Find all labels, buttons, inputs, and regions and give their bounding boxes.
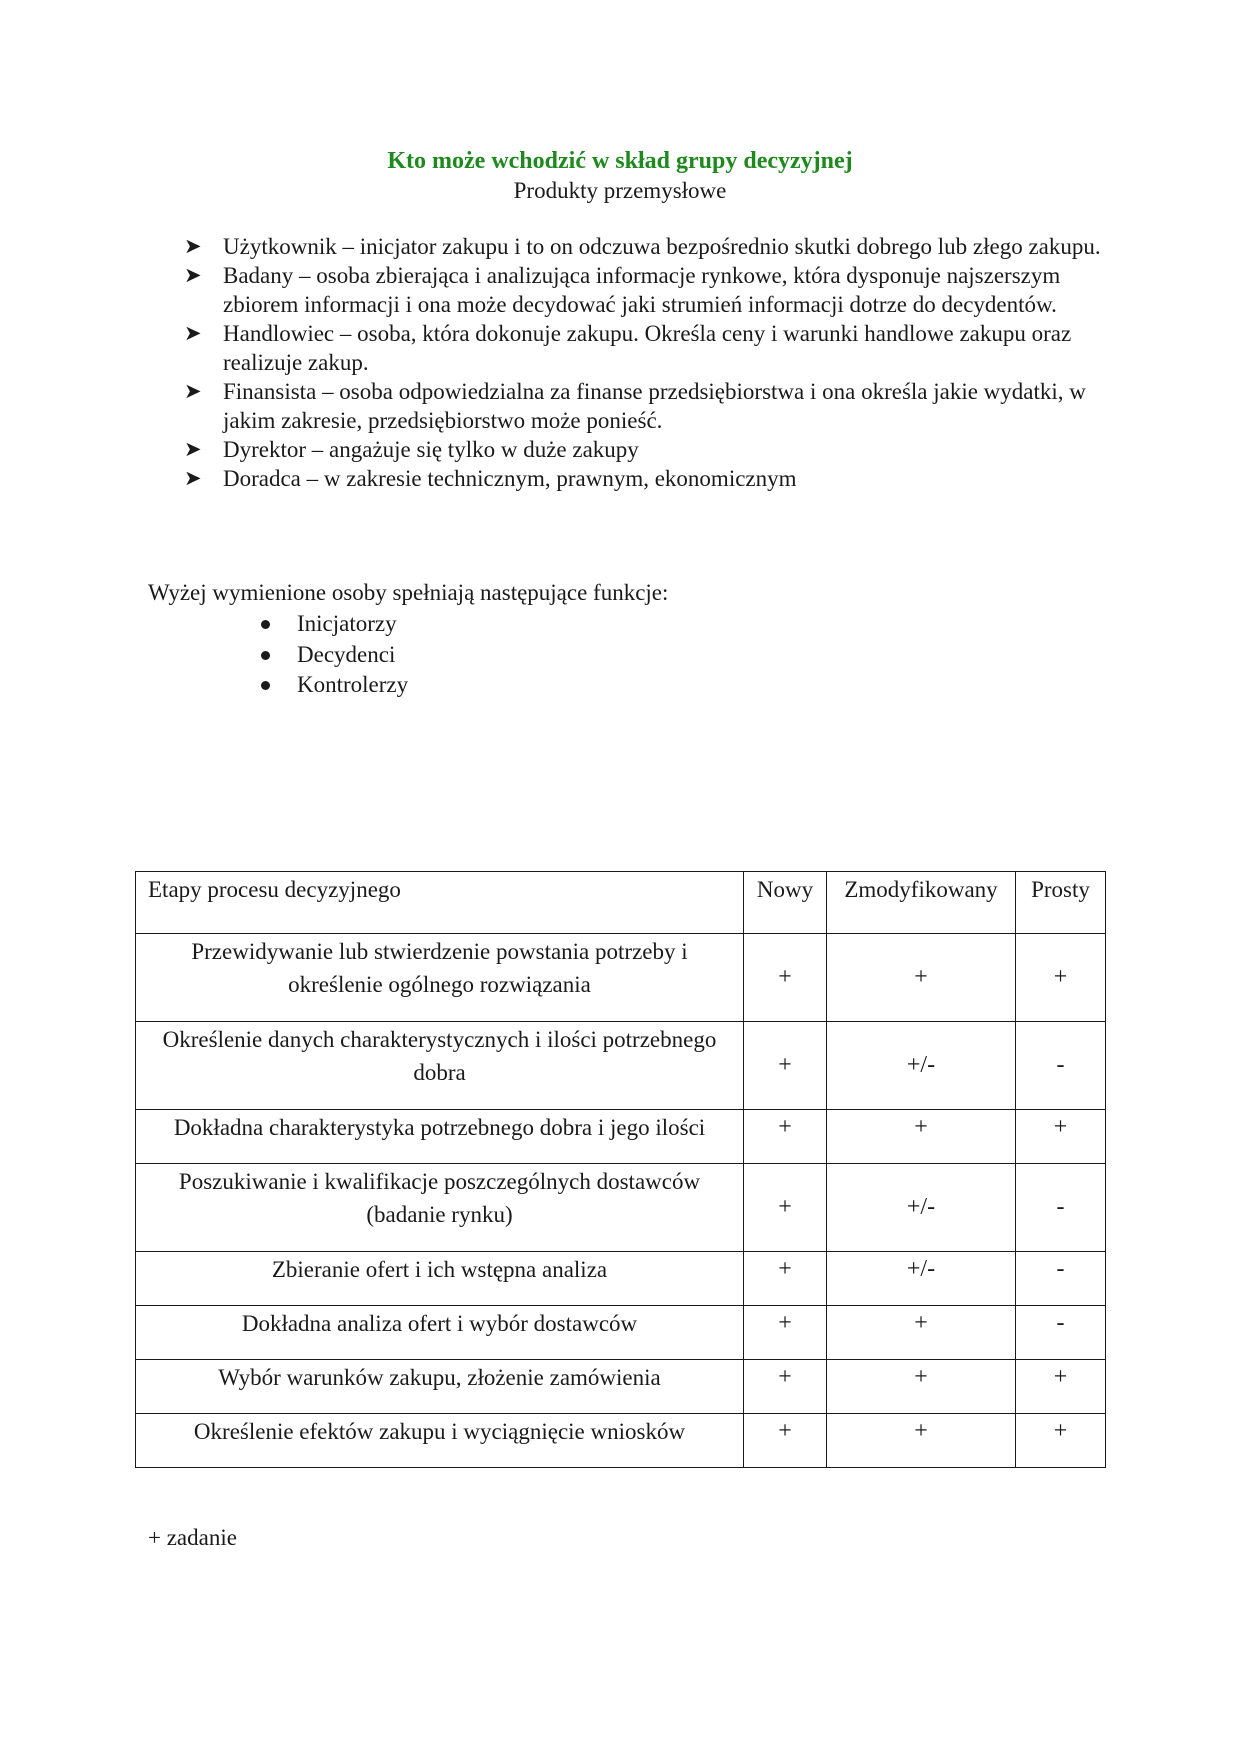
document-title: Kto może wchodzić w skład grupy decyzyjnej: [387, 148, 853, 174]
arrow-bullet-icon: ➤: [184, 234, 202, 258]
mark-cell: +: [744, 1306, 827, 1360]
mark-cell: +/-: [827, 1252, 1016, 1306]
function-label: Inicjatorzy: [297, 611, 397, 636]
column-header-modified: Zmodyfikowany: [827, 872, 1016, 934]
mark-cell: +: [1016, 1360, 1106, 1414]
functions-list: [258, 609, 408, 701]
table-row: [136, 1306, 1106, 1360]
document-subtitle: Produkty przemysłowe: [513, 178, 727, 203]
table-row: [136, 1110, 1106, 1164]
table-row: [136, 1360, 1106, 1414]
role-name: Handlowiec: [223, 321, 335, 346]
mark-cell: +/-: [827, 1022, 1016, 1110]
table-row: [136, 934, 1106, 1022]
role-name: Finansista: [223, 379, 317, 404]
mark-cell: +: [744, 1164, 827, 1252]
mark-cell: +: [1016, 1414, 1106, 1468]
mark-cell: +: [1016, 934, 1106, 1022]
stage-cell: Określenie efektów zakupu i wyciągnięcie wniosków: [136, 1414, 744, 1468]
role-item: [184, 464, 1104, 493]
function-item: [258, 609, 408, 640]
mark-cell: +: [827, 934, 1016, 1022]
mark-cell: +: [744, 1022, 827, 1110]
role-item: [184, 377, 1104, 435]
role-item: [184, 319, 1104, 377]
stage-cell: Przewidywanie lub stwierdzenie powstania potrzeby i określenie ogólnego rozwiązania: [136, 934, 744, 1022]
footer-note: + zadanie: [148, 1525, 237, 1550]
bullet-dot-icon: [261, 681, 270, 690]
mark-cell: -: [1016, 1306, 1106, 1360]
function-item: [258, 670, 408, 701]
role-name: Badany: [223, 263, 294, 288]
role-item: [184, 435, 1104, 464]
table-header-row: [136, 872, 1106, 934]
mark-cell: +: [744, 1414, 827, 1468]
stage-cell: Określenie danych charakterystycznych i ilości potrzebnego dobra: [136, 1022, 744, 1110]
mark-cell: +: [744, 1110, 827, 1164]
function-label: Kontrolerzy: [297, 672, 409, 697]
mark-cell: +/-: [827, 1164, 1016, 1252]
table-row: [136, 1252, 1106, 1306]
bullet-dot-icon: [261, 620, 270, 629]
role-description: – osoba, która dokonuje zakupu. Określa ceny i warunki handlowe zakupu oraz realizuje zakup.: [223, 321, 1072, 375]
mark-cell: +: [744, 1360, 827, 1414]
role-name: Użytkownik: [223, 234, 337, 259]
role-description: – osoba odpowiedzialna za finanse przedsiębiorstwa i ona określa jakie wydatki, w jakim zakresie, przedsiębiorstwo może ponieść.: [223, 379, 1086, 433]
mark-cell: -: [1016, 1252, 1106, 1306]
mark-cell: +: [827, 1414, 1016, 1468]
mark-cell: +: [744, 934, 827, 1022]
role-name: Doradca: [223, 466, 301, 491]
table-row: [136, 1164, 1106, 1252]
arrow-bullet-icon: ➤: [184, 263, 202, 287]
column-header-simple: Prosty: [1016, 872, 1106, 934]
stage-cell: Dokładna analiza ofert i wybór dostawców: [136, 1306, 744, 1360]
table-row: [136, 1414, 1106, 1468]
stage-cell: Zbieranie ofert i ich wstępna analiza: [136, 1252, 744, 1306]
role-item: [184, 232, 1104, 261]
arrow-bullet-icon: ➤: [184, 379, 202, 403]
roles-list: [184, 232, 1104, 493]
mark-cell: +: [1016, 1110, 1106, 1164]
mark-cell: -: [1016, 1022, 1106, 1110]
arrow-bullet-icon: ➤: [184, 437, 202, 461]
mark-cell: +: [744, 1252, 827, 1306]
role-description: – w zakresie technicznym, prawnym, ekonomicznym: [300, 466, 797, 491]
mark-cell: +: [827, 1360, 1016, 1414]
role-description: – angażuje się tylko w duże zakupy: [306, 437, 639, 462]
arrow-bullet-icon: ➤: [184, 321, 202, 345]
table-row: [136, 1022, 1106, 1110]
column-header-stage: Etapy procesu decyzyjnego: [136, 872, 744, 934]
mark-cell: -: [1016, 1164, 1106, 1252]
decision-stages-table: [135, 871, 1106, 1468]
role-name: Dyrektor: [223, 437, 307, 462]
stage-cell: Wybór warunków zakupu, złożenie zamówienia: [136, 1360, 744, 1414]
role-description: – osoba zbierająca i analizująca informacje rynkowe, która dysponuje najszerszym zbiorem informacji i ona może decydować jaki strumień informacji dotrze do decydentów.: [223, 263, 1061, 317]
mark-cell: +: [827, 1306, 1016, 1360]
stage-cell: Poszukiwanie i kwalifikacje poszczególnych dostawców (badanie rynku): [136, 1164, 744, 1252]
functions-intro: Wyżej wymienione osoby spełniają następujące funkcje:: [148, 580, 669, 605]
function-label: Decydenci: [297, 641, 396, 667]
function-item: [258, 640, 408, 671]
mark-cell: +: [827, 1110, 1016, 1164]
role-item: [184, 261, 1104, 319]
arrow-bullet-icon: ➤: [184, 466, 202, 490]
stage-cell: Dokładna charakterystyka potrzebnego dobra i jego ilości: [136, 1110, 744, 1164]
bullet-dot-icon: [261, 651, 270, 660]
role-description: – inicjator zakupu i to on odczuwa bezpośrednio skutki dobrego lub złego zakupu.: [336, 234, 1101, 259]
column-header-new: Nowy: [744, 872, 827, 934]
